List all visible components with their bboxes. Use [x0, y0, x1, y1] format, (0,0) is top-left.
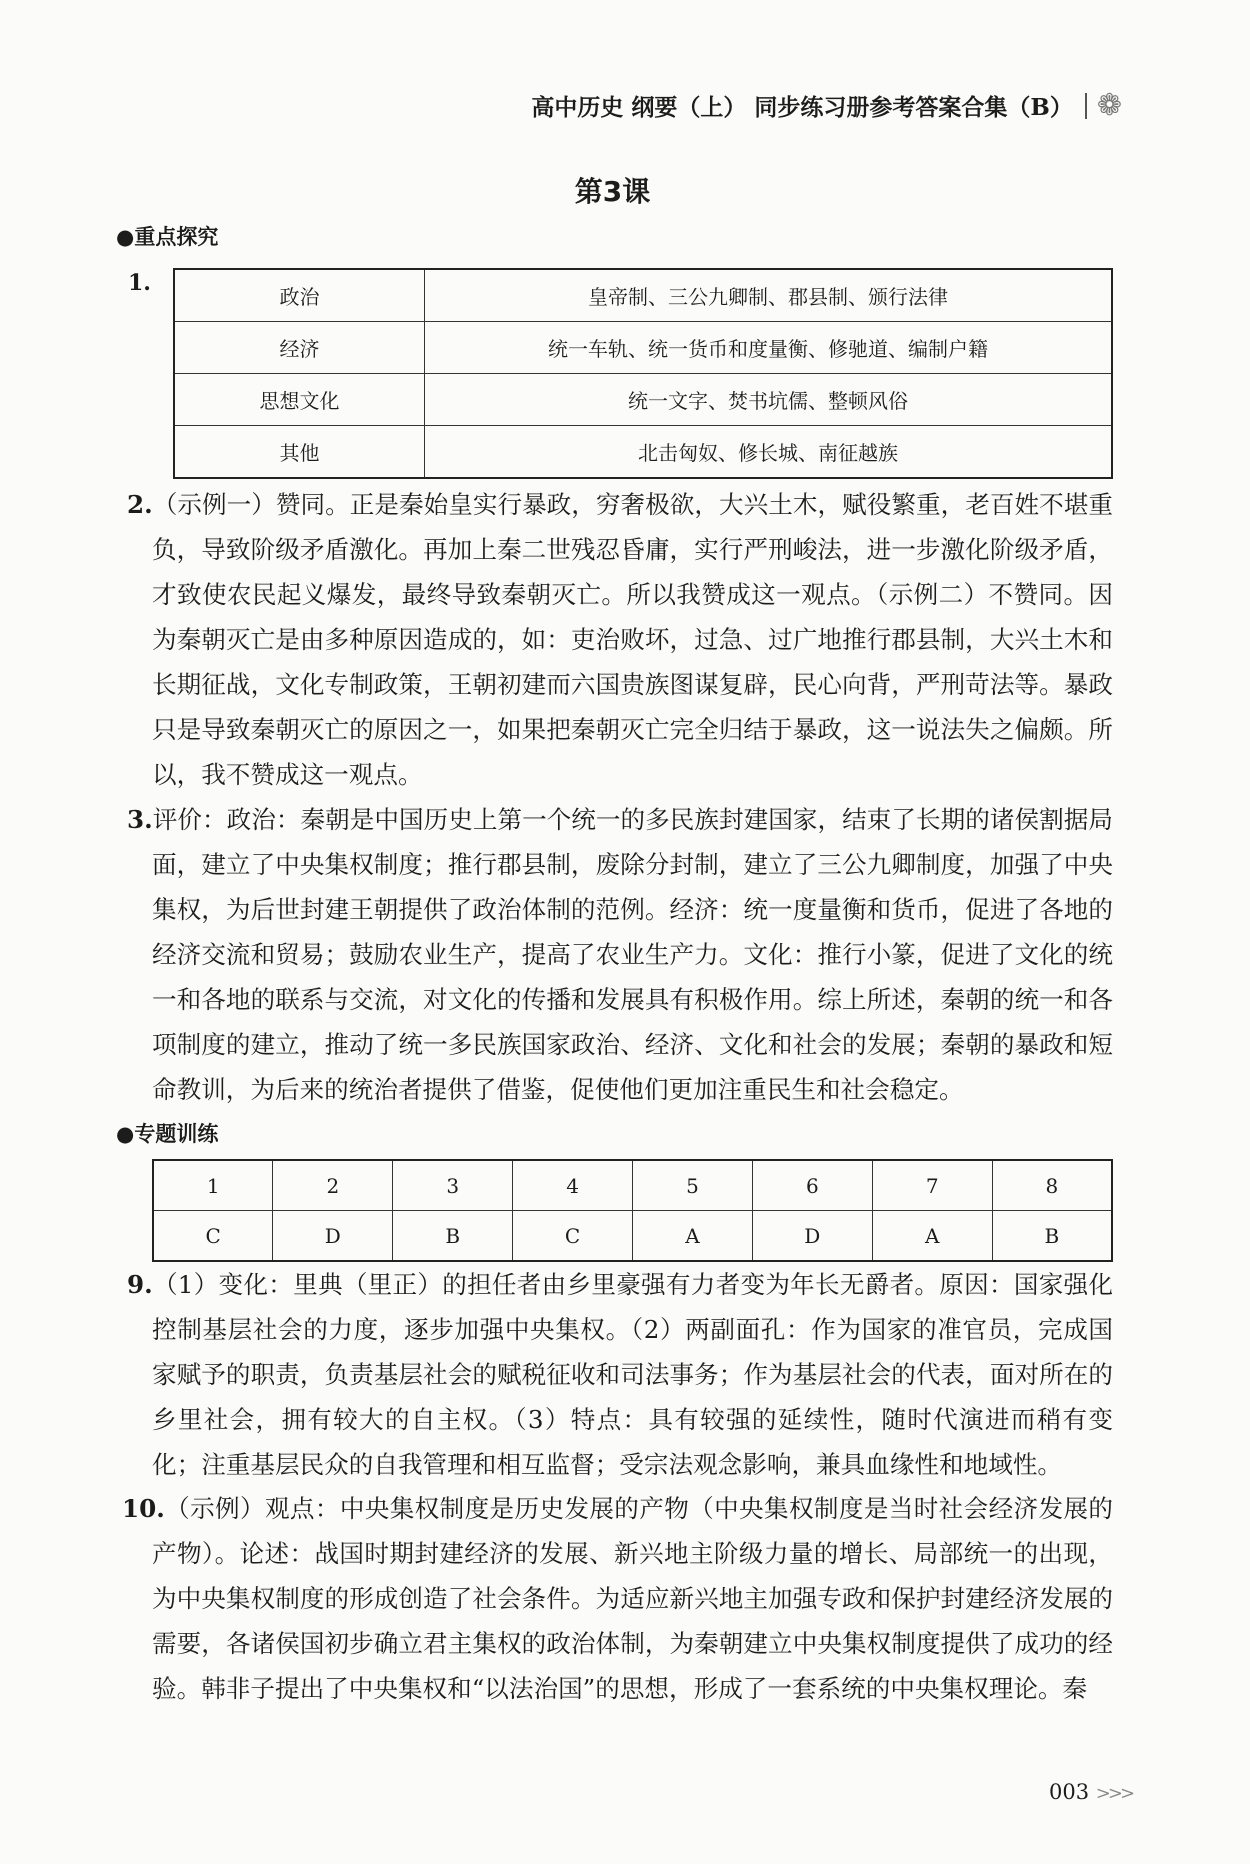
answer-cell: B [992, 1211, 1112, 1262]
running-header [531, 88, 1122, 123]
question-10 [122, 1486, 1113, 1711]
header-title: 高中历史 纲要（上） 同步练习册参考答案合集（B） [531, 94, 1073, 121]
question-number-cell: 6 [752, 1160, 872, 1211]
row-category: 经济 [174, 322, 425, 374]
page-number [1049, 1780, 1132, 1804]
question-10-number: 10. [122, 1494, 165, 1523]
row-measures: 统一车轨、统一货币和度量衡、修驰道、编制户籍 [425, 322, 1113, 374]
lesson-title: 第3课 [574, 175, 651, 208]
table-row [174, 322, 1112, 374]
question-2 [127, 482, 1113, 797]
page-number-text: 003 [1049, 1780, 1090, 1804]
row-category: 思想文化 [174, 374, 425, 426]
question-number-cell: 2 [273, 1160, 393, 1211]
choice-answers-table [152, 1159, 1113, 1262]
question-3-text: 评价：政治：秦朝是中国历史上第一个统一的多民族封建国家，结束了长期的诸侯割据局面，建立了中央集权制度；推行郡县制，废除分封制，建立了三公九卿制度，加强了中央集权，为后世封建王朝提供了政治体制的范例。经济：统一度量衡和货币，促进了各地的经济交流和贸易；鼓励农业生产，提高了农业生产力。文化：推行小篆，促进了文化的统一和各地的联系与交流，对文化的传播和发展具有积极作用。综上所述，秦朝的统一和各项制度的建立，推动了统一多民族国家政治、经济、文化和社会的发展；秦朝的暴政和短命教训，为后来的统治者提供了借鉴，促使他们更加注重民生和社会稳定。 [152, 805, 1113, 1104]
row-measures: 统一文字、焚书坑儒、整顿风俗 [425, 374, 1113, 426]
question-number-cell: 7 [872, 1160, 992, 1211]
chevrons-icon: >>> [1095, 1783, 1133, 1804]
answer-cell: D [273, 1211, 393, 1262]
answer-cell: A [633, 1211, 753, 1262]
answer-cell: B [393, 1211, 513, 1262]
question-number-cell: 4 [513, 1160, 633, 1211]
question-2-text: （示例一）赞同。正是秦始皇实行暴政，穷奢极欲，大兴土木，赋役繁重，老百姓不堪重负，导致阶级矛盾激化。再加上秦二世残忍昏庸，实行严刑峻法，进一步激化阶级矛盾，才致使农民起义爆发，最终导致秦朝灭亡。所以我赞成这一观点。（示例二）不赞同。因为秦朝灭亡是由多种原因造成的，如：吏治败坏，过急、过广地推行郡县制，大兴土木和长期征战，文化专制政策，王朝初建而六国贵族图谋复辟，民心向背，严刑苛法等。暴政只是导致秦朝灭亡的原因之一，如果把秦朝灭亡完全归结于暴政，这一说法失之偏颇。所以，我不赞成这一观点。 [152, 490, 1113, 789]
question-1-number: 1. [128, 270, 151, 296]
answer-cell: A [872, 1211, 992, 1262]
question-3-number: 3. [127, 805, 153, 834]
row-category: 其他 [174, 426, 425, 479]
flower-icon: ❁ [1096, 88, 1122, 123]
answer-cell: D [752, 1211, 872, 1262]
question-number-cell: 8 [992, 1160, 1112, 1211]
question-3 [127, 797, 1113, 1112]
question-number-cell: 1 [153, 1160, 273, 1211]
table-row [174, 269, 1112, 322]
question-9 [127, 1262, 1113, 1487]
table-row [174, 374, 1112, 426]
qin-policies-table [173, 268, 1113, 479]
row-measures: 皇帝制、三公九卿制、郡县制、颁行法律 [425, 269, 1113, 322]
answer-cell: C [153, 1211, 273, 1262]
question-9-text: （1）变化：里典（里正）的担任者由乡里豪强有力者变为年长无爵者。原因：国家强化控制基层社会的力度，逐步加强中央集权。（2）两副面孔：作为国家的准官员，完成国家赋予的职责，负责基层社会的赋税征收和司法事务；作为基层社会的代表，面对所在的乡里社会，拥有较大的自主权。（3）特点：具有较强的延续性，随时代演进而稍有变化；注重基层民众的自我管理和相互监督；受宗法观念影响，兼具血缘性和地域性。 [152, 1270, 1113, 1479]
question-10-text: （示例）观点：中央集权制度是历史发展的产物（中央集权制度是当时社会经济发展的产物）。论述：战国时期封建经济的发展、新兴地主阶级力量的增长、局部统一的出现，为中央集权制度的形成创造了社会条件。为适应新兴地主加强专政和保护封建经济发展的需要，各诸侯国初步确立君主集权的政治体制，为秦朝建立中央集权制度提供了成功的经验。韩非子提出了中央集权和“以法治国”的思想，形成了一套系统的中央集权理论。秦 [152, 1494, 1113, 1703]
answer-cell: C [513, 1211, 633, 1262]
row-measures: 北击匈奴、修长城、南征越族 [425, 426, 1113, 479]
row-category: 政治 [174, 269, 425, 322]
question-number-row [153, 1160, 1112, 1211]
header-divider [1085, 93, 1087, 119]
question-9-number: 9. [127, 1270, 153, 1299]
section-topic-training: ●专题训练 [116, 1122, 219, 1146]
question-number-cell: 3 [393, 1160, 513, 1211]
question-number-cell: 5 [633, 1160, 753, 1211]
question-2-number: 2. [127, 490, 153, 519]
table-row [174, 426, 1112, 479]
section-key-inquiry: ●重点探究 [116, 225, 219, 249]
answer-row [153, 1211, 1112, 1262]
